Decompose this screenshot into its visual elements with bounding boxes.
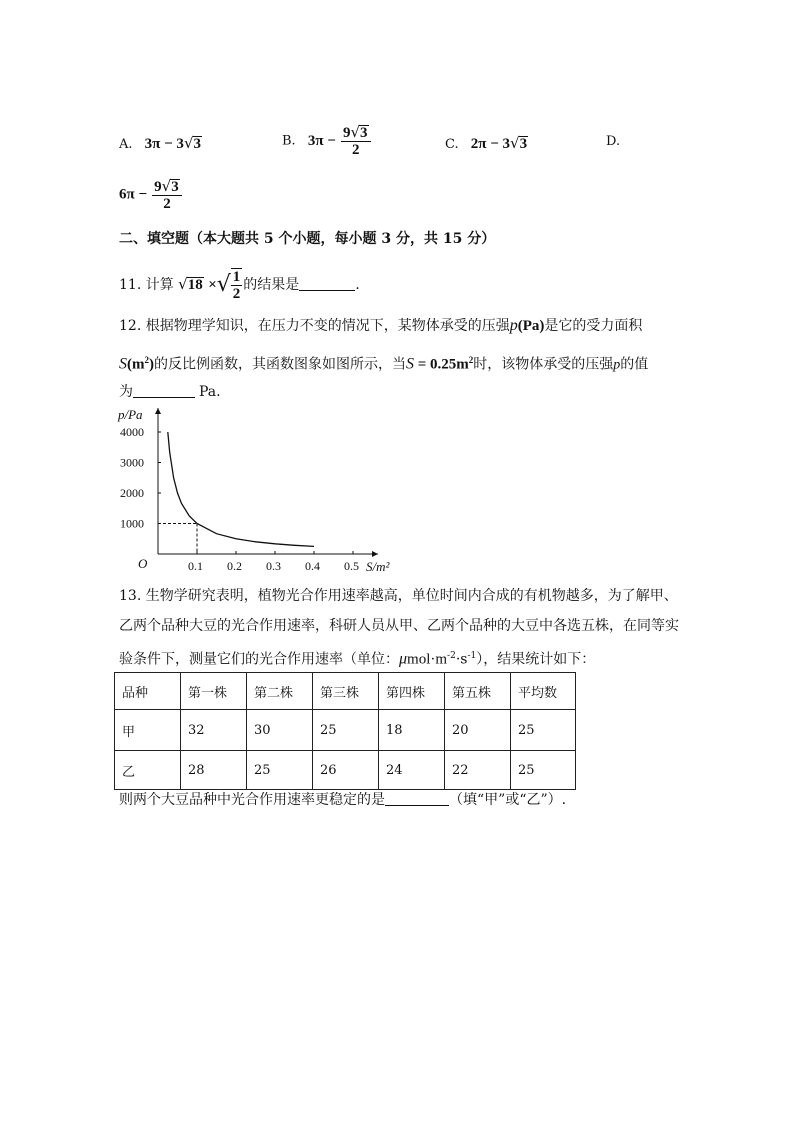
header-cell: 平均数	[511, 673, 576, 710]
x-tick-label: 0.2	[227, 559, 242, 573]
option-a: A. 3π − 3√3	[119, 134, 201, 152]
x-tick-label: 0.3	[266, 559, 281, 573]
table-cell: 乙	[115, 751, 181, 790]
table-cell: 20	[445, 710, 511, 751]
inverse-curve	[168, 432, 314, 546]
header-cell: 第三株	[313, 673, 379, 710]
table-row	[115, 751, 576, 790]
header-cell: 第五株	[445, 673, 511, 710]
header-cell: 品种	[115, 673, 181, 710]
inverse-function-chart	[110, 402, 410, 582]
y-tick-label: 3000	[120, 455, 144, 470]
y-tick-label: 2000	[120, 486, 144, 500]
table-cell: 32	[181, 710, 247, 751]
x-tick-label: 0.5	[344, 559, 359, 573]
option-c: C. 2π − 3√3	[445, 134, 528, 152]
y-axis-label: p/Pa	[118, 407, 143, 422]
answer-blank-12[interactable]	[133, 383, 195, 398]
question-13-line1: 13. 生物学研究表明，植物光合作用速率越高，单位时间内合成的有机物越多，为了解甲、	[119, 588, 678, 604]
table-cell: 24	[379, 751, 445, 790]
header-cell: 第二株	[247, 673, 313, 710]
question-12-line1: 12. 根据物理学知识，在压力不变的情况下，某物体承受的压强p(Pa)是它的受力面积	[119, 317, 643, 334]
table-header-row	[115, 673, 576, 710]
table-cell: 25	[313, 710, 379, 751]
answer-blank-11[interactable]	[299, 276, 355, 291]
table-cell: 26	[313, 751, 379, 790]
y-tick-label: 4000	[120, 425, 144, 439]
question-13-line2: 乙两个品种大豆的光合作用速率，科研人员从甲、乙两个品种的大豆中各选五株，在同等实	[119, 618, 679, 634]
option-d: 6π − $\frac{9√3}{2}$	[119, 178, 183, 212]
table-cell: 25	[511, 710, 576, 751]
table-cell: 25	[247, 751, 313, 790]
table-cell: 25	[511, 751, 576, 790]
photosynthesis-table	[114, 672, 576, 790]
table-row	[115, 710, 576, 751]
fraction-d: $\frac{9√3}{2}$	[152, 178, 182, 212]
question-13-line3: 验条件下，测量它们的光合作用速率（单位：$\mu mol\cdot m^{-2}\cdot s^{-1}$），结果统计如下：	[119, 650, 596, 668]
question-12-line2: $S(m^2)$的反比例函数，其函数图象如图所示，当$S = 0.25m^2$时，该物体承受的压强p的值	[119, 355, 649, 373]
origin-label: O	[138, 556, 148, 571]
x-tick-label: 0.1	[188, 559, 203, 573]
question-13-after: 则两个大豆品种中光合作用速率更稳定的是 （填“甲”或“乙”）.	[119, 792, 567, 808]
question-11: 11. 计算 √18 ×√ $\frac{1}{2}$ 的结果是 .	[119, 269, 360, 302]
option-d-label: D.	[606, 134, 621, 149]
y-tick-label: 1000	[120, 516, 144, 531]
section-heading: 二、填空题（本大题共 5 个小题，每小题 3 分，共 15 分）	[119, 231, 496, 247]
header-cell: 第四株	[379, 673, 445, 710]
fraction-half: $\frac{1}{2}$	[232, 269, 241, 302]
table-cell: 22	[445, 751, 511, 790]
table-cell: 28	[181, 751, 247, 790]
answer-blank-13[interactable]	[385, 791, 449, 806]
question-12-line3: 为 Pa.	[119, 384, 221, 400]
fraction-b: $\frac{9√3}{2}$	[341, 124, 371, 158]
table-cell: 30	[247, 710, 313, 751]
header-cell: 第一株	[181, 673, 247, 710]
table-cell: 甲	[115, 710, 181, 751]
x-axis-label: S/m²	[366, 559, 390, 574]
table-cell: 18	[379, 710, 445, 751]
option-b: B. 3π − $\frac{9√3}{2}$	[282, 124, 372, 158]
x-tick-label: 0.4	[305, 559, 320, 573]
